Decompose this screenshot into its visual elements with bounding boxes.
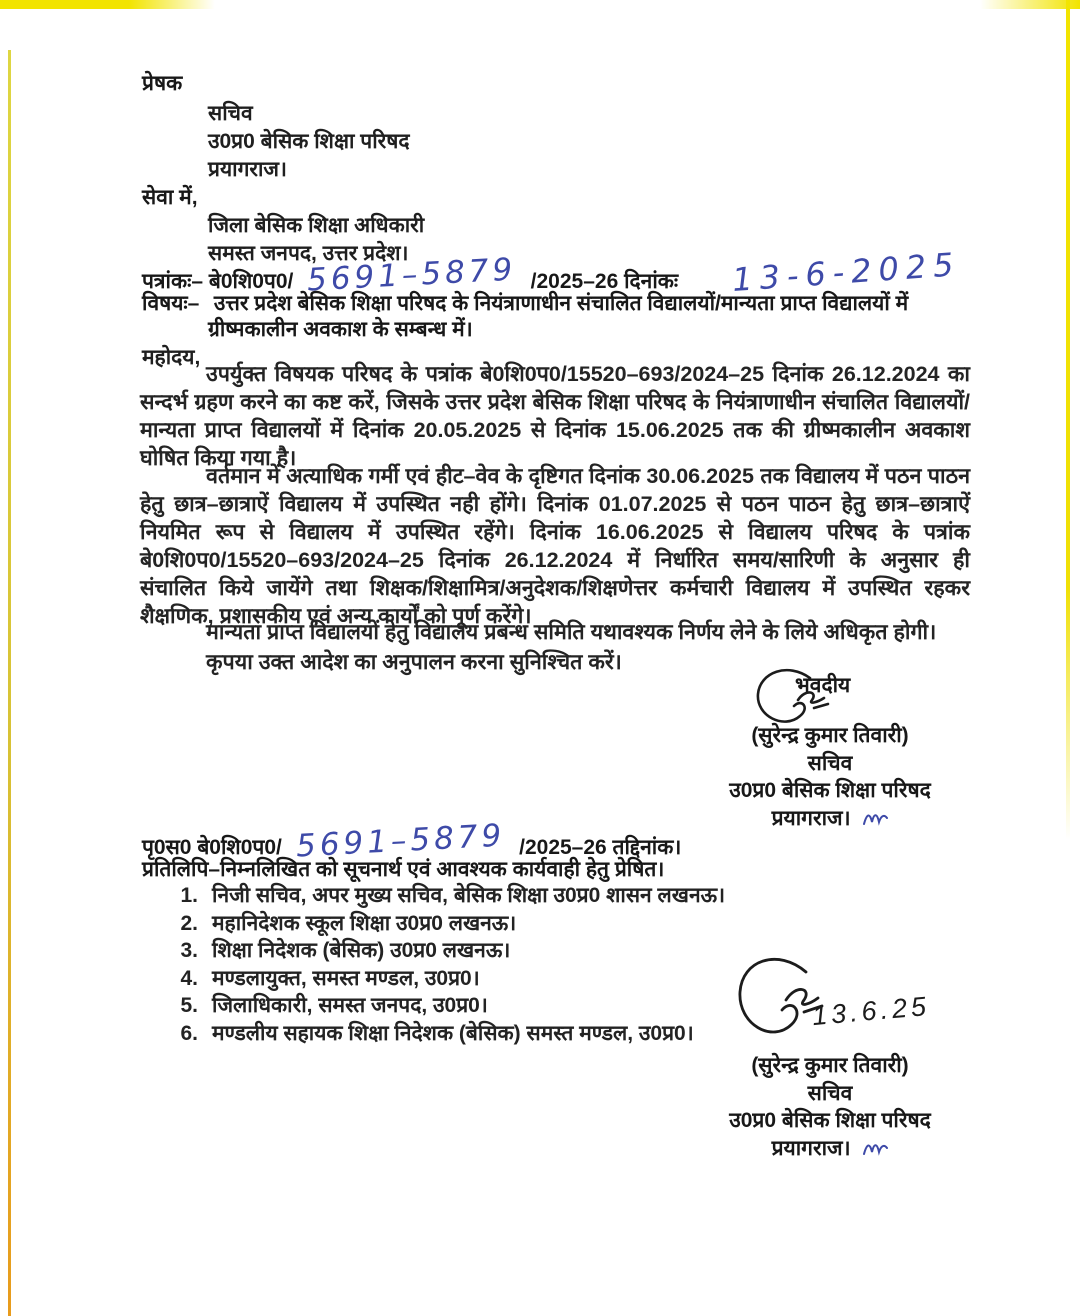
handwritten-endorsement-number: 5691–5879 [295, 817, 506, 865]
scan-edge-top-right [980, 0, 1080, 9]
paragraph-3: मान्यता प्राप्त विद्यालयों हेतु विद्यालय प्रबन्ध समिति यथावश्यक निर्णय लेने के लिये अधिकृत होगी। [206, 620, 937, 644]
scan-edge-right [1066, 0, 1070, 840]
from-organisation: उ0प्र0 बेसिक शिक्षा परिषद [208, 130, 410, 153]
to-place: समस्त जनपद, उत्तर प्रदेश। [208, 242, 409, 265]
from-label: प्रेषक [142, 72, 183, 95]
paragraph-4: कृपया उक्त आदेश का अनुपालन करना सुनिश्चित करें। [206, 650, 622, 674]
reference-prefix: पत्रांकः– बे0शि0प0/ [142, 270, 294, 293]
salutation: महोदय, [142, 346, 201, 369]
from-place: प्रयागराज। [208, 158, 287, 181]
copy-item-number: 2. [180, 911, 198, 935]
handwritten-reference-number: 5691–5879 [306, 251, 518, 299]
endorsement-prefix: पृ0स0 बे0शि0प0/ [142, 836, 282, 859]
subject-label: विषयः– [142, 292, 200, 315]
to-designation: जिला बेसिक शिक्षा अधिकारी [208, 214, 425, 237]
signatory-organisation: उ0प्र0 बेसिक शिक्षा परिषद [729, 779, 931, 802]
copy-item-number: 6. [180, 1021, 198, 1045]
signatory-place-text: प्रयागराज। [771, 1136, 851, 1160]
signatory-place-text: प्रयागराज। [771, 806, 851, 830]
copy-item-text: शिक्षा निदेशक (बेसिक) उ0प्र0 लखनऊ। [212, 939, 511, 962]
initials-paraph-icon [862, 809, 888, 827]
scan-edge-top-left [0, 0, 215, 9]
copy-item-text: मण्डलायुक्त, समस्त मण्डल, उ0प्र0। [212, 966, 480, 990]
subject-line-1 [142, 290, 972, 317]
to-label: सेवा में, [142, 186, 198, 209]
signatory-place [700, 1135, 960, 1163]
initials-paraph-icon [862, 1139, 888, 1157]
copy-heading: प्रतिलिपि–निम्नलिखित को सूचनार्थ एवं आवश्यक कार्यवाही हेतु प्रेषित। [142, 858, 665, 881]
copy-item [172, 992, 812, 1020]
handwritten-reference-date: 13-6-2025 [731, 245, 962, 299]
handwritten-signature-date: 13.6.25 [810, 990, 932, 1032]
copy-item [172, 965, 812, 993]
reference-middle: /2025–26 दिनांकः [530, 270, 679, 293]
copy-item-number: 5. [180, 994, 198, 1017]
copy-item [172, 882, 812, 910]
endorsement-suffix: /2025–26 तद्दिनांक। [519, 836, 682, 859]
copy-list [172, 882, 812, 1047]
scan-edge-left [8, 50, 11, 1316]
signatory-designation: सचिव [807, 751, 853, 775]
signatory-block-top [700, 722, 960, 832]
copy-item-number: 4. [180, 966, 198, 990]
copy-item-text: महानिदेशक स्कूल शिक्षा उ0प्र0 लखनऊ। [212, 911, 517, 935]
copy-item [172, 937, 812, 965]
paragraph-1: उपर्युक्त विषयक परिषद के पत्रांक बे0शि0प0/15520–693/2024–25 दिनांक 26.12.2024 का सन्दर्भ ग्रहण करने का कष्ट करें, जिसके उत्तर प्रदेश बेसिक शिक्षा परिषद के नियंत्राणाधीन संचालित विद्यालयों/मान्यता प्राप्त विद्यालयों में दिनांक 20.05.2025 से दिनांक 15.06.2025 तक की ग्रीष्मकालीन अवकाश घोषित किया गया है। [140, 362, 970, 470]
signatory-name: (सुरेन्द्र कुमार तिवारी) [751, 724, 909, 747]
signatory-name: (सुरेन्द्र कुमार तिवारी) [751, 1054, 909, 1077]
copy-item [172, 1020, 812, 1048]
copy-item-text: निजी सचिव, अपर मुख्य सचिव, बेसिक शिक्षा उ0प्र0 शासन लखनऊ। [212, 884, 726, 907]
copy-item-number: 1. [180, 884, 198, 907]
closing-word: भवदीय [795, 674, 851, 697]
copy-item [172, 910, 812, 938]
copy-item-number: 3. [180, 939, 198, 962]
signatory-designation: सचिव [807, 1081, 853, 1105]
from-designation: सचिव [208, 102, 253, 125]
subject-text: उत्तर प्रदेश बेसिक शिक्षा परिषद के नियंत्राणाधीन संचालित विद्यालयों/मान्यता प्राप्त विद्यालयों में [213, 292, 909, 315]
copy-item-text: मण्डलीय सहायक शिक्षा निदेशक (बेसिक) समस्त मण्डल, उ0प्र0। [212, 1021, 694, 1045]
subject-line-2: ग्रीष्मकालीन अवकाश के सम्बन्ध में। [208, 318, 473, 341]
signatory-place [700, 805, 960, 833]
signatory-organisation: उ0प्र0 बेसिक शिक्षा परिषद [729, 1109, 931, 1132]
signatory-block-bottom [700, 1052, 960, 1162]
copy-item-text: जिलाधिकारी, समस्त जनपद, उ0प्र0। [212, 994, 488, 1017]
paragraph-2: वर्तमान में अत्याधिक गर्मी एवं हीट–वेव के दृष्टिगत दिनांक 30.06.2025 तक विद्यालय में पठन पाठन हेतु छात्र–छात्राऐं विद्यालय में उपस्थित नही होंगे। दिनांक 01.07.2025 से पठन पाठन हेतु छात्र–छात्राऐं नियमित रूप से विद्यालय में उपस्थित रहेंगे। दिनांक 16.06.2025 से विद्यालय परिषद के पत्रांक बे0शि0प0/15520–693/2024–25 दिनांक 26.12.2024 में निर्धारित समय/सारिणी के अनुसार ही संचालित किये जायेंगे तथा शिक्षक/शिक्षामित्र/अनुदेशक/शिक्षणेत्तर कर्मचारी विद्यालय में उपस्थित रहकर शैक्षणिक, प्रशासकीय एवं अन्य कार्यों को पूर्ण करेंगे। [140, 464, 970, 628]
